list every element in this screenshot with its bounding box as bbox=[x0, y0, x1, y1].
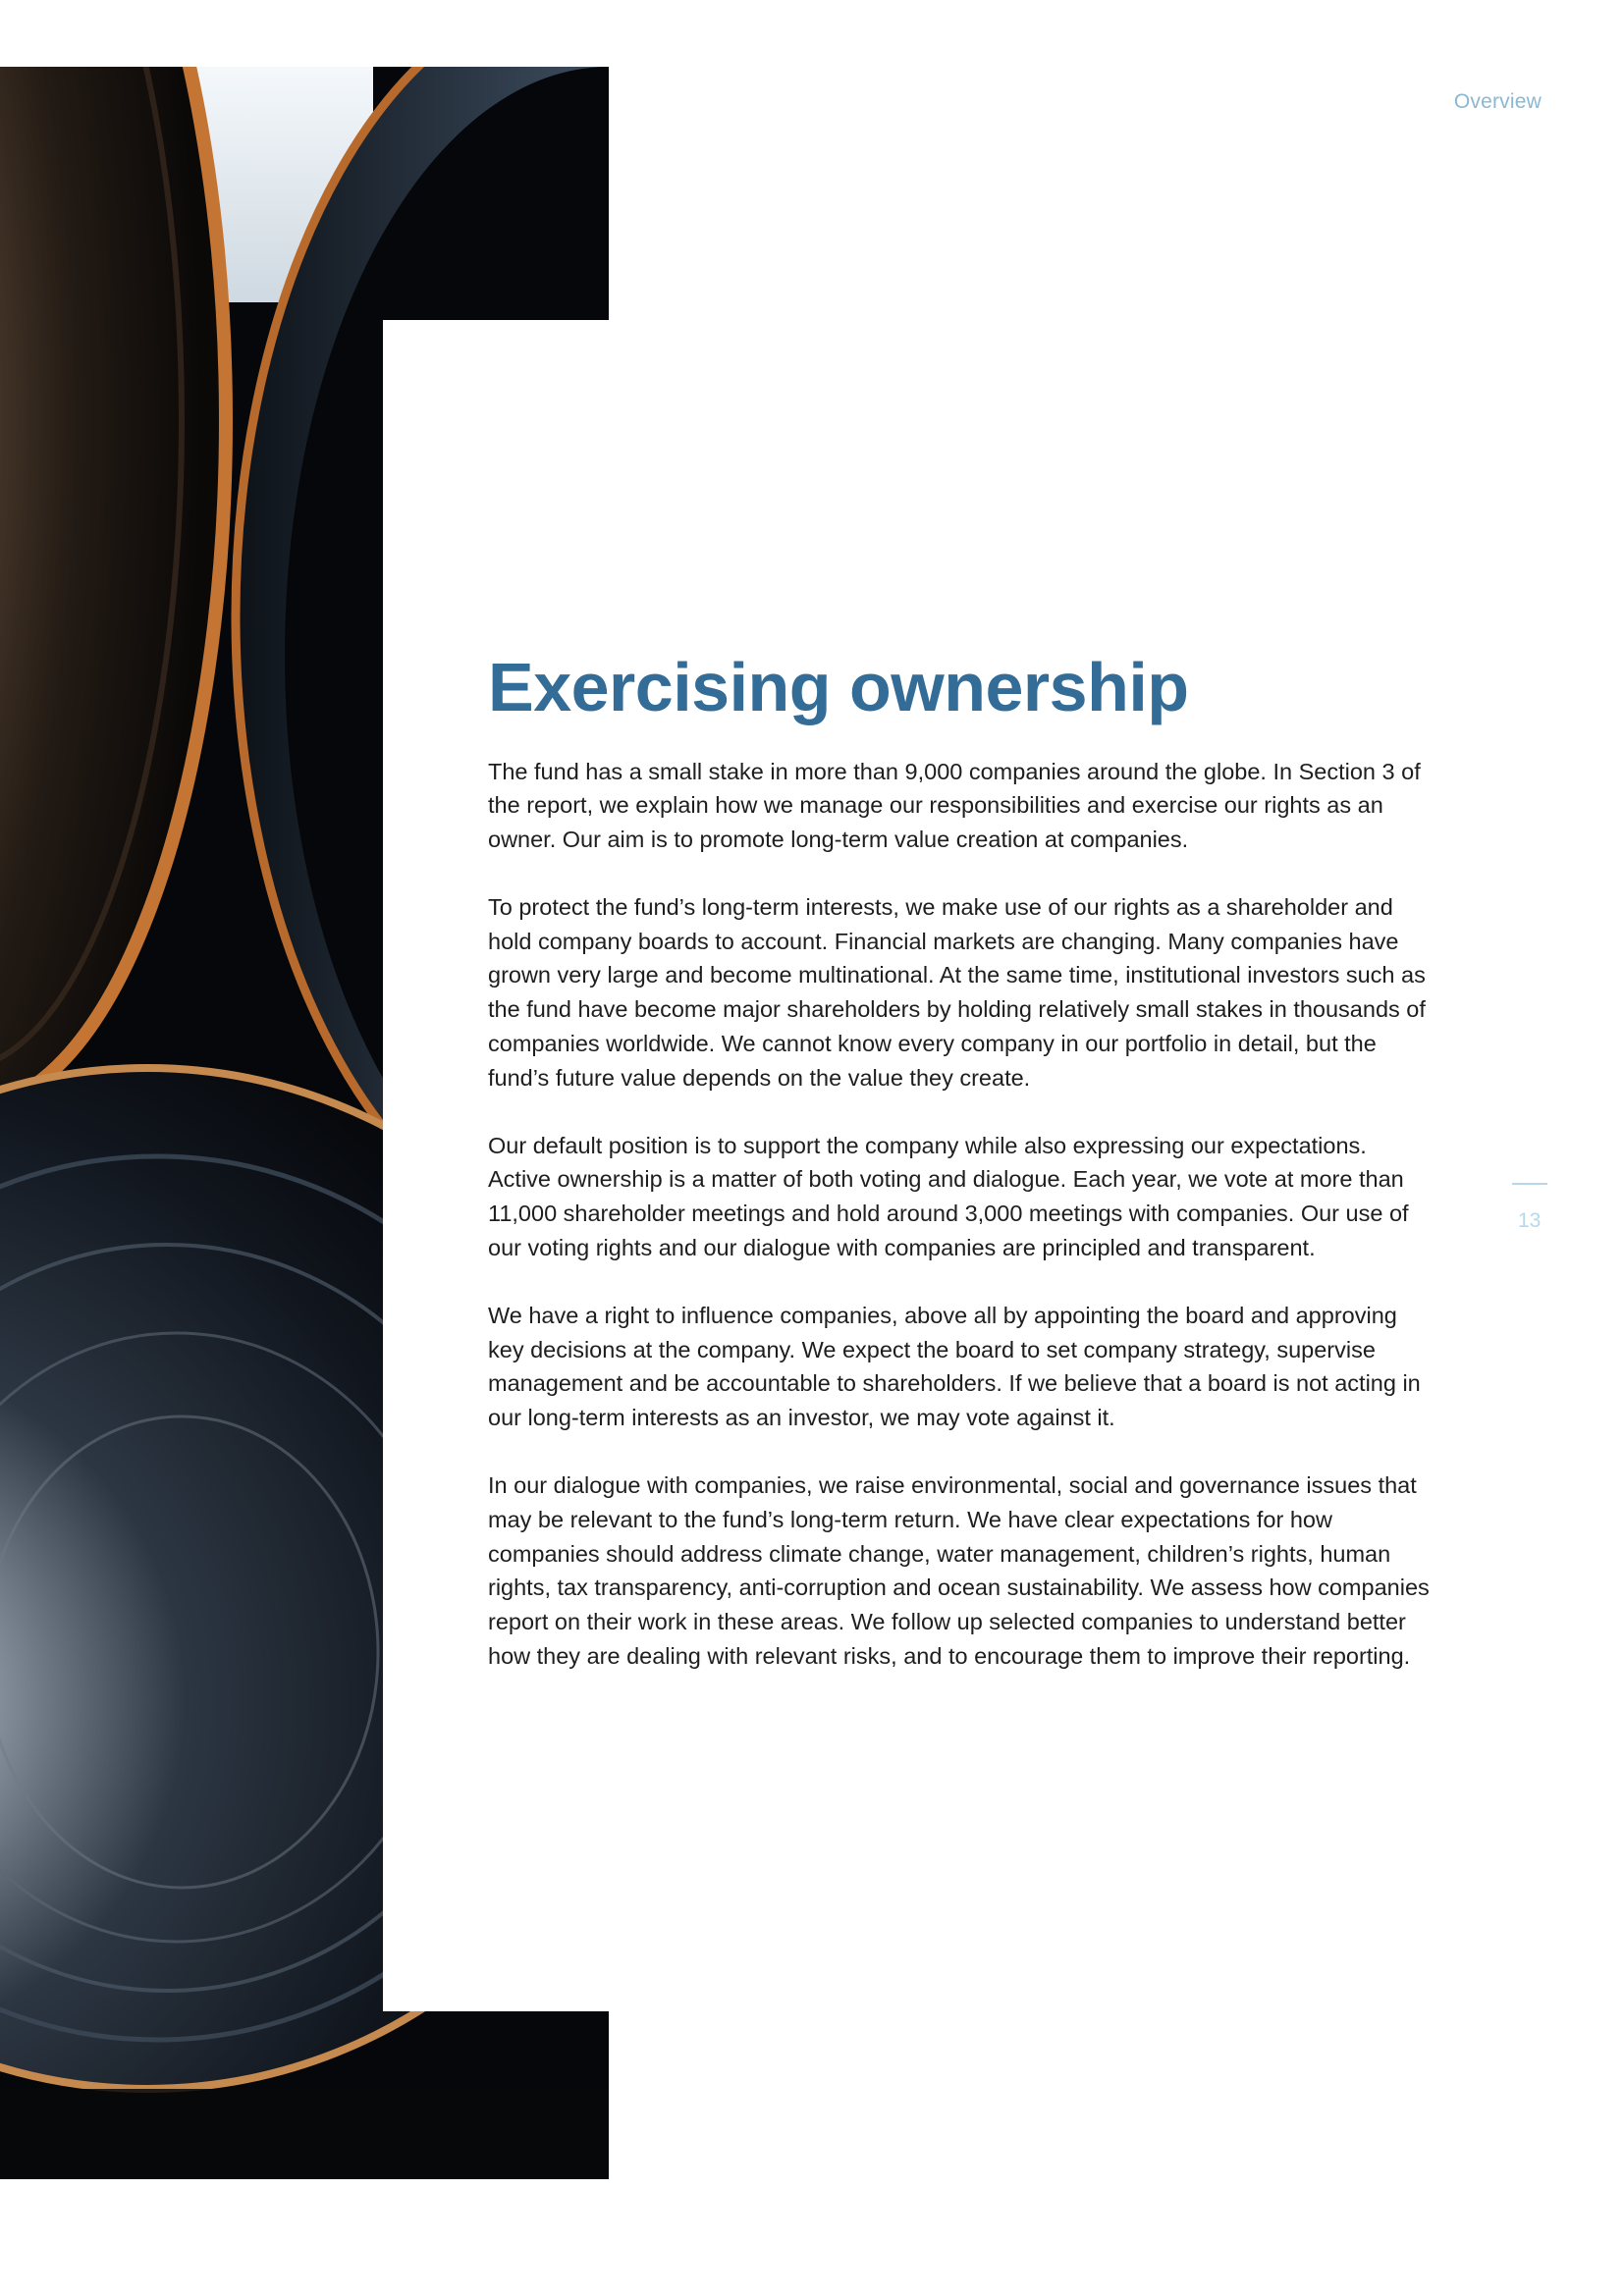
article bbox=[488, 648, 1431, 1707]
paragraph-1: The fund has a small stake in more than 9,000 companies around the globe. In Section 3 of the report, we explain how we manage our responsibilities and exercise our rights as an owner. Our aim is to promote long-term value creation at companies. bbox=[488, 758, 1421, 853]
paragraph-5: In our dialogue with companies, we raise environmental, social and governance issues that may be relevant to the fund’s long-term return. We have clear expectations for how companies should address climate change, water management, children’s rights, human rights, tax transparency, anti-corruption and ocean sustainability. We assess how companies report on their work in these areas. We follow up selected companies to understand better how they are dealing with relevant risks, and to encourage them to improve their reporting. bbox=[488, 1472, 1430, 1670]
paragraph-4: We have a right to influence companies, above all by appointing the board and approving key decisions at the company. We expect the board to set company strategy, supervise management and be accountable to shareholders. If we believe that a board is not acting in our long-term interests as an investor, we may vote against it. bbox=[488, 1302, 1421, 1431]
page-title: Exercising ownership bbox=[488, 649, 1189, 725]
page-number: 13 bbox=[1518, 1209, 1542, 1232]
paragraph-2: To protect the fund’s long-term interests, we make use of our rights as a shareholder and hold company boards to account. Financial markets are changing. Many companies have grown very large and become multinational. At the same time, institutional investors such as the fund have become major shareholders by holding relatively small stakes in thousands of companies worldwide. We cannot know every company in our portfolio in detail, but the fund’s future value depends on the value they create. bbox=[488, 893, 1426, 1091]
section-label: Overview bbox=[1453, 90, 1542, 113]
paragraph-3: Our default position is to support the company while also expressing our expectations. Active ownership is a matter of both voting and dialogue. Each year, we vote at more than 11,000 shareholder meetings and hold around 3,000 meetings with companies. Our use of our voting rights and our dialogue with companies are principled and transparent. bbox=[488, 1132, 1409, 1261]
page-number-rule bbox=[1512, 1183, 1547, 1185]
